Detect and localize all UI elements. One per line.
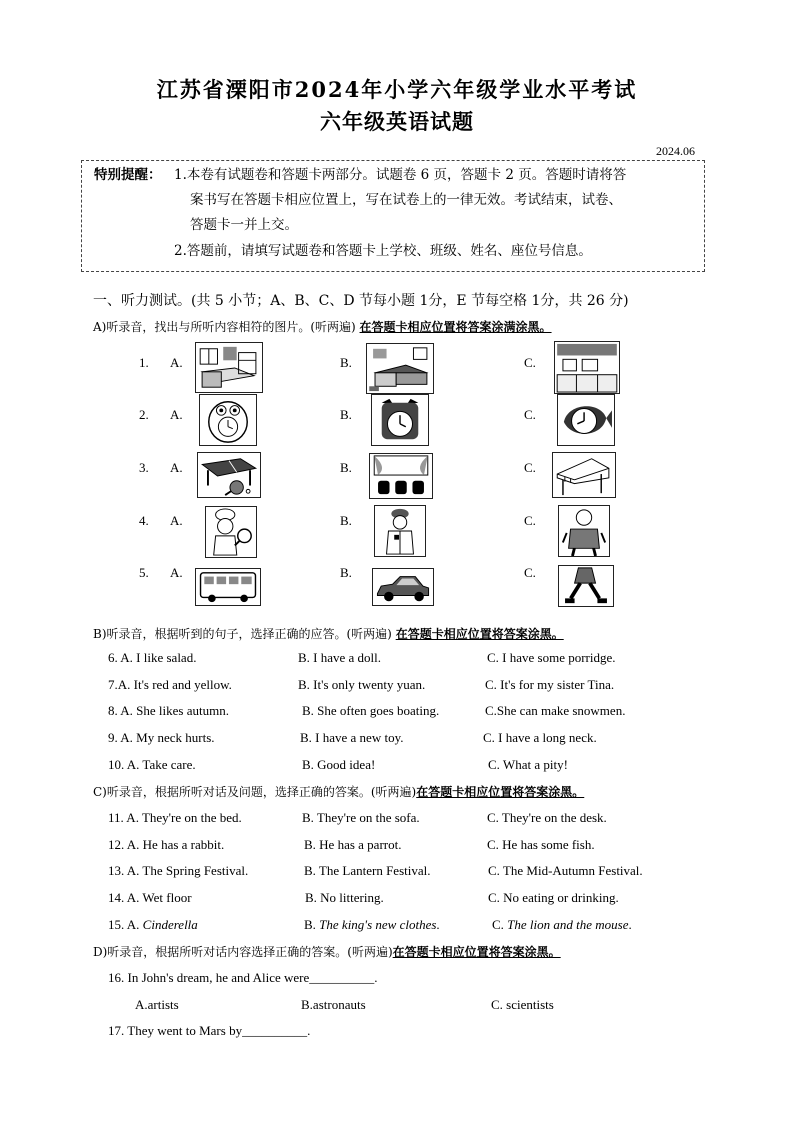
q1-option-c: C.	[524, 355, 536, 370]
q6-option-a: 6. A. I like salad.	[108, 650, 197, 665]
q13-option-b: B. The Lantern Festival.	[304, 863, 431, 878]
q12-option-b: B. He has a parrot.	[304, 837, 402, 852]
part-d-instruction	[93, 943, 561, 960]
bus-picture	[195, 568, 261, 606]
q2-option-b: B.	[340, 407, 352, 422]
car-picture	[372, 568, 434, 606]
q3-number: 3.	[139, 460, 149, 475]
q15-option-c-text: The lion and the mouse	[507, 917, 629, 932]
cat-clock-picture	[371, 394, 429, 446]
exam-subtitle: 六年级英语试题	[320, 109, 474, 134]
notice-line-2: 案书写在答题卡相应位置上，写在试卷上的一律无效。考试结束，试卷、	[190, 192, 622, 208]
q15-option-b-period: .	[436, 917, 440, 932]
q11-option-b: B. They're on the sofa.	[302, 810, 420, 825]
q6-option-b: B. I have a doll.	[298, 650, 382, 665]
section-listening-title: 一、听力测试。(共 5 小节；A、B、C、D 节每小题 1分，E 节每空格 1分，共 26 分)	[93, 293, 629, 309]
q14-option-b: B. No littering.	[305, 890, 384, 905]
q1-option-b: B.	[340, 355, 352, 370]
q15-option-b-label: B.	[304, 917, 320, 932]
q11-option-c: C. They're on the desk.	[487, 810, 607, 825]
q9-option-b: B. I have a new toy.	[300, 730, 404, 745]
q9-option-c: C. I have a long neck.	[483, 730, 597, 745]
cinema-picture	[369, 453, 433, 499]
q3-option-c: C.	[524, 460, 536, 475]
q15-option-c	[492, 917, 632, 933]
q12-option-a: 12. A. He has a rabbit.	[108, 837, 225, 852]
q13-option-c: C. The Mid-Autumn Festival.	[488, 863, 643, 878]
table-tennis-picture	[197, 452, 261, 498]
q5-number: 5.	[139, 565, 149, 580]
q17-question: 17. They went to Mars by__________.	[108, 1023, 311, 1038]
bed-picture	[366, 343, 434, 394]
q7-option-a: 7.A. It's red and yellow.	[108, 677, 232, 692]
part-a-instruction-bold: 在答题卡相应位置将答案涂满涂黑。	[359, 320, 552, 334]
notice-line-4: 2.答题前，请填写试题卷和答题卡上学校、班级、姓名、座位号信息。	[174, 243, 592, 259]
q4-number: 4.	[139, 513, 149, 528]
part-a-instruction	[93, 318, 552, 335]
q5-option-a: A.	[170, 565, 183, 580]
walking-picture	[558, 565, 614, 607]
exam-date: 2024.06	[656, 144, 695, 158]
owl-clock-picture	[199, 394, 257, 446]
q1-option-a: A.	[170, 355, 183, 370]
part-c-instruction	[93, 783, 584, 800]
bedroom-picture	[195, 342, 263, 393]
doctor-picture	[374, 505, 426, 557]
piano-picture	[552, 452, 616, 498]
q3-option-a: A.	[170, 460, 183, 475]
notice-box	[81, 160, 705, 272]
q15-option-b-text: The king's new clothes	[319, 917, 437, 932]
q14-option-c: C. No eating or drinking.	[488, 890, 619, 905]
part-a-instruction-text: A)听录音，找出与所听内容相符的图片。(听两遍)	[93, 320, 360, 334]
part-c-instruction-text: C)听录音，根据所听对话及问题，选择正确的答案。(听两遍)	[93, 785, 417, 799]
q13-option-a: 13. A. The Spring Festival.	[108, 863, 249, 878]
q3-option-b: B.	[340, 460, 352, 475]
q8-option-c: C.She can make snowmen.	[485, 703, 626, 718]
q16-option-b: B.astronauts	[301, 997, 366, 1012]
cook-picture	[205, 506, 257, 558]
part-b-instruction-text: B)听录音，根据听到的句子，选择正确的应答。(听两遍)	[93, 627, 396, 641]
part-c-instruction-bold: 在答题卡相应位置将答案涂黑。	[416, 785, 585, 799]
notice-label: 特别提醒：	[94, 167, 162, 183]
q15-option-a	[108, 917, 198, 933]
q2-option-c: C.	[524, 407, 536, 422]
q8-option-a: 8. A. She likes autumn.	[108, 703, 229, 718]
q16-question: 16. In John's dream, he and Alice were__________.	[108, 970, 378, 985]
q12-option-c: C. He has some fish.	[487, 837, 595, 852]
q15-option-c-period: .	[628, 917, 632, 932]
q10-option-b: B. Good idea!	[302, 757, 376, 772]
q15-option-a-text: Cinderella	[142, 917, 198, 932]
q8-option-b: B. She often goes boating.	[302, 703, 440, 718]
q1-number: 1.	[139, 355, 149, 370]
exam-title: 江苏省溧阳市2024年小学六年级学业水平考试	[156, 77, 638, 102]
q15-option-c-label: C.	[492, 917, 508, 932]
q10-option-c: C. What a pity!	[488, 757, 568, 772]
q5-option-c: C.	[524, 565, 536, 580]
part-b-instruction	[93, 625, 564, 642]
farmer-picture	[558, 505, 610, 557]
q15-option-b	[304, 917, 440, 933]
notice-line-3: 答题卡一并上交。	[190, 217, 298, 233]
part-b-instruction-bold: 在答题卡相应位置将答案涂黑。	[395, 627, 564, 641]
q16-option-c: C. scientists	[491, 997, 554, 1012]
q15-number: 15. A.	[108, 917, 143, 932]
kitchen-picture	[554, 341, 620, 394]
notice-line-1: 1.本卷有试题卷和答题卡两部分。试题卷 6 页，答题卡 2 页。答题时请将答	[174, 167, 627, 183]
q9-option-a: 9. A. My neck hurts.	[108, 730, 215, 745]
q5-option-b: B.	[340, 565, 352, 580]
part-d-instruction-bold: 在答题卡相应位置将答案涂黑。	[392, 945, 561, 959]
q2-option-a: A.	[170, 407, 183, 422]
q7-option-b: B. It's only twenty yuan.	[298, 677, 426, 692]
q4-option-c: C.	[524, 513, 536, 528]
q11-option-a: 11. A. They're on the bed.	[108, 810, 242, 825]
q10-option-a: 10. A. Take care.	[108, 757, 196, 772]
part-d-instruction-text: D)听录音，根据所听对话内容选择正确的答案。(听两遍)	[93, 945, 393, 959]
q16-option-a: A.artists	[135, 997, 179, 1012]
q4-option-a: A.	[170, 513, 183, 528]
q2-number: 2.	[139, 407, 149, 422]
q7-option-c: C. It's for my sister Tina.	[485, 677, 615, 692]
q6-option-c: C. I have some porridge.	[487, 650, 616, 665]
fish-clock-picture	[557, 394, 615, 446]
q14-option-a: 14. A. Wet floor	[108, 890, 192, 905]
q4-option-b: B.	[340, 513, 352, 528]
